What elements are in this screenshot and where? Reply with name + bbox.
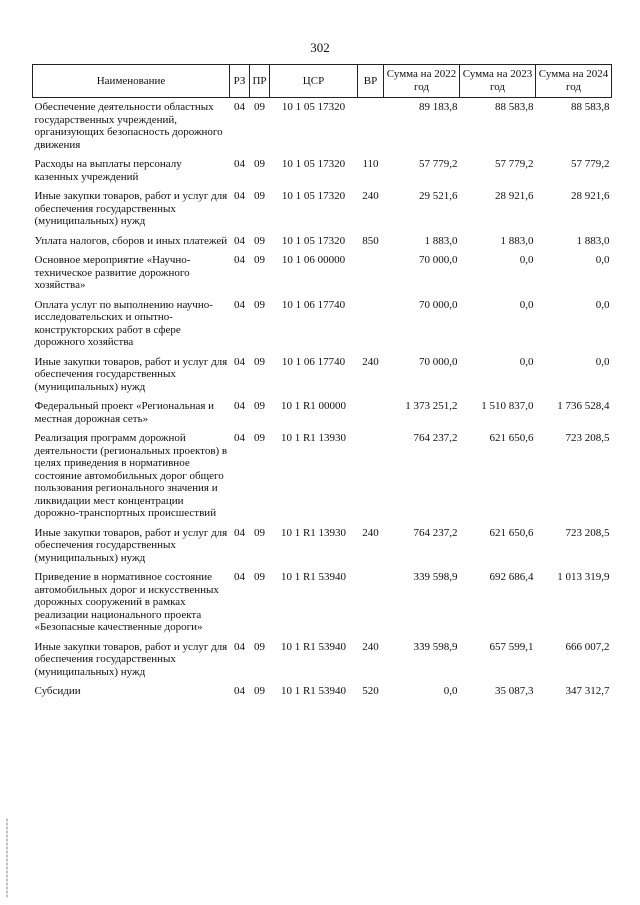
header-csr: ЦСР: [270, 65, 358, 98]
cell-name: Основное мероприятие «Научно-техническое развитие дорожного хозяйства»: [34, 254, 191, 291]
cell-rz: 04: [234, 685, 245, 697]
cell-sum-2022: 70 000,0: [419, 254, 458, 266]
cell-rz: 04: [234, 432, 245, 444]
cell-rz: 04: [234, 355, 245, 368]
cell-vr: [358, 568, 384, 638]
cell-rz: 04: [234, 234, 245, 247]
cell-sum-2023: 621 650,6: [489, 432, 534, 444]
cell-rz: 04: [234, 190, 245, 202]
page-number: 302: [310, 40, 330, 55]
cell-pr: 09: [254, 158, 265, 170]
cell-vr: [358, 98, 384, 156]
cell-sum-2023: 88 583,8: [495, 101, 534, 113]
header-name: Наименование: [33, 65, 230, 98]
cell-sum-2024: 88 583,8: [571, 101, 610, 113]
cell-sum-2023: 1 883,0: [500, 234, 534, 247]
cell-rz: 04: [234, 526, 245, 539]
cell-rz: 04: [234, 254, 245, 266]
cell-csr: 10 1 05 17320: [281, 234, 346, 247]
cell-sum-2023: 692 686,4: [489, 571, 534, 583]
table-row: [33, 98, 612, 156]
cell-sum-2024: 57 779,2: [571, 158, 610, 170]
cell-vr: [358, 296, 384, 353]
cell-pr: 09: [254, 101, 265, 113]
cell-name: Обеспечение деятельности областных государственных учреждений, организующих безопасность дорожного движения: [34, 101, 223, 151]
cell-pr: 09: [254, 355, 265, 368]
cell-vr: 240: [362, 355, 379, 368]
cell-name: Оплата услуг по выполнению научно-исследовательских и опытно-конструкторских работ в сфере дорожного хозяйства: [34, 298, 213, 348]
cell-sum-2022: 764 237,2: [413, 432, 458, 444]
cell-sum-2022: 1 883,0: [424, 234, 458, 247]
table-body: [33, 98, 612, 702]
cell-sum-2022: 1 373 251,2: [405, 400, 458, 412]
cell-csr: 10 1 05 17320: [281, 190, 346, 202]
table-row: [33, 155, 612, 187]
cell-sum-2023: 1 510 837,0: [481, 400, 534, 412]
cell-sum-2024: 0,0: [595, 254, 610, 266]
cell-vr: [358, 397, 384, 429]
cell-name: Реализация программ дорожной деятельности (региональных проектов) в целях приведения в нормативное состояние автомобильных дорог общего пользования регионального значения и ликвидации мест концентрации дорожно-транспортных происшествий: [34, 432, 228, 519]
cell-csr: 10 1 06 17740: [281, 298, 346, 311]
header-pr: ПР: [250, 65, 270, 98]
cell-sum-2024: 0,0: [595, 298, 610, 311]
cell-pr: 09: [254, 685, 265, 697]
cell-sum-2022: 339 598,9: [413, 640, 458, 653]
cell-vr: 520: [362, 685, 379, 697]
header-rz: РЗ: [230, 65, 250, 98]
cell-rz: 04: [234, 158, 245, 170]
cell-sum-2022: 57 779,2: [419, 158, 458, 170]
table-row: [33, 524, 612, 569]
cell-name: Субсидии: [34, 685, 81, 697]
cell-sum-2022: 0,0: [443, 685, 458, 697]
cell-sum-2023: 621 650,6: [489, 526, 534, 539]
header-sum-2024: Сумма на 2024 год: [536, 65, 612, 98]
cell-pr: 09: [254, 298, 265, 311]
cell-sum-2024: 666 007,2: [565, 640, 610, 653]
cell-name: Иные закупки товаров, работ и услуг для обеспечения государственных (муниципальных) нужд: [34, 640, 228, 678]
cell-pr: 09: [254, 526, 265, 539]
header-vr: ВР: [358, 65, 384, 98]
cell-name: Расходы на выплаты персоналу казенных учреждений: [34, 158, 182, 183]
cell-csr: 10 1 R1 13930: [280, 432, 347, 444]
cell-vr: [358, 251, 384, 296]
cell-vr: 240: [362, 526, 379, 539]
cell-sum-2023: 0,0: [519, 298, 534, 311]
cell-rz: 04: [234, 298, 245, 311]
cell-pr: 09: [254, 571, 265, 583]
cell-sum-2024: 1 736 528,4: [557, 400, 610, 412]
cell-pr: 09: [254, 640, 265, 653]
cell-sum-2023: 35 087,3: [495, 685, 534, 697]
cell-sum-2022: 339 598,9: [413, 571, 458, 583]
cell-csr: 10 1 05 17320: [281, 158, 346, 170]
table-row: [33, 232, 612, 252]
margin-dots: [6, 818, 8, 898]
cell-sum-2024: 347 312,7: [565, 685, 610, 697]
cell-sum-2024: 1 883,0: [576, 234, 610, 247]
budget-table: [32, 64, 612, 702]
cell-sum-2023: 57 779,2: [495, 158, 534, 170]
cell-sum-2022: 29 521,6: [419, 190, 458, 202]
table-row: [33, 187, 612, 232]
cell-csr: 10 1 R1 53940: [280, 571, 347, 583]
table-row: [33, 568, 612, 638]
header-sum-2023: Сумма на 2023 год: [460, 65, 536, 98]
header-sum-2022: Сумма на 2022 год: [384, 65, 460, 98]
cell-vr: 240: [362, 190, 379, 202]
cell-rz: 04: [234, 571, 245, 583]
cell-sum-2024: 0,0: [595, 355, 610, 368]
table-row: [33, 682, 612, 702]
cell-csr: 10 1 R1 53940: [280, 685, 347, 697]
table-header-row: [33, 65, 612, 98]
cell-vr: 110: [362, 158, 379, 170]
cell-name: Федеральный проект «Региональная и местная дорожная сеть»: [34, 400, 215, 425]
cell-sum-2024: 723 208,5: [565, 432, 610, 444]
table-row: [33, 353, 612, 398]
cell-pr: 09: [254, 432, 265, 444]
table-row: [33, 429, 612, 524]
cell-sum-2024: 723 208,5: [565, 526, 610, 539]
cell-sum-2023: 0,0: [519, 254, 534, 266]
cell-sum-2022: 70 000,0: [419, 298, 458, 311]
cell-csr: 10 1 06 17740: [281, 355, 346, 368]
table-row: [33, 296, 612, 353]
cell-pr: 09: [254, 254, 265, 266]
cell-rz: 04: [234, 101, 245, 113]
cell-rz: 04: [234, 400, 245, 412]
cell-pr: 09: [254, 190, 265, 202]
table-row: [33, 251, 612, 296]
cell-sum-2022: 764 237,2: [413, 526, 458, 539]
cell-sum-2024: 28 921,6: [571, 190, 610, 202]
cell-name: Иные закупки товаров, работ и услуг для обеспечения государственных (муниципальных) нужд: [34, 526, 228, 564]
cell-csr: 10 1 R1 00000: [280, 400, 347, 412]
cell-pr: 09: [254, 234, 265, 247]
cell-name: Уплата налогов, сборов и иных платежей: [34, 234, 228, 247]
cell-sum-2024: 1 013 319,9: [557, 571, 610, 583]
cell-csr: 10 1 R1 53940: [280, 640, 347, 653]
cell-name: Иные закупки товаров, работ и услуг для обеспечения государственных (муниципальных) нужд: [34, 355, 228, 393]
cell-name: Иные закупки товаров, работ и услуг для обеспечения государственных (муниципальных) нужд: [34, 190, 228, 227]
cell-pr: 09: [254, 400, 265, 412]
cell-vr: 240: [362, 640, 379, 653]
cell-csr: 10 1 05 17320: [281, 101, 346, 113]
cell-vr: [358, 429, 384, 524]
cell-csr: 10 1 06 00000: [281, 254, 346, 266]
cell-name: Приведение в нормативное состояние автомобильных дорог и искусственных дорожных сооружений в рамках реализации национального проекта «Безопасные качественные дороги»: [34, 571, 219, 633]
cell-sum-2023: 0,0: [519, 355, 534, 368]
table-row: [33, 397, 612, 429]
cell-vr: 850: [362, 234, 379, 247]
cell-sum-2022: 70 000,0: [419, 355, 458, 368]
cell-sum-2022: 89 183,8: [419, 101, 458, 113]
cell-csr: 10 1 R1 13930: [280, 526, 347, 539]
cell-sum-2023: 657 599,1: [489, 640, 534, 653]
cell-sum-2023: 28 921,6: [495, 190, 534, 202]
cell-rz: 04: [234, 640, 245, 653]
table-row: [33, 638, 612, 683]
